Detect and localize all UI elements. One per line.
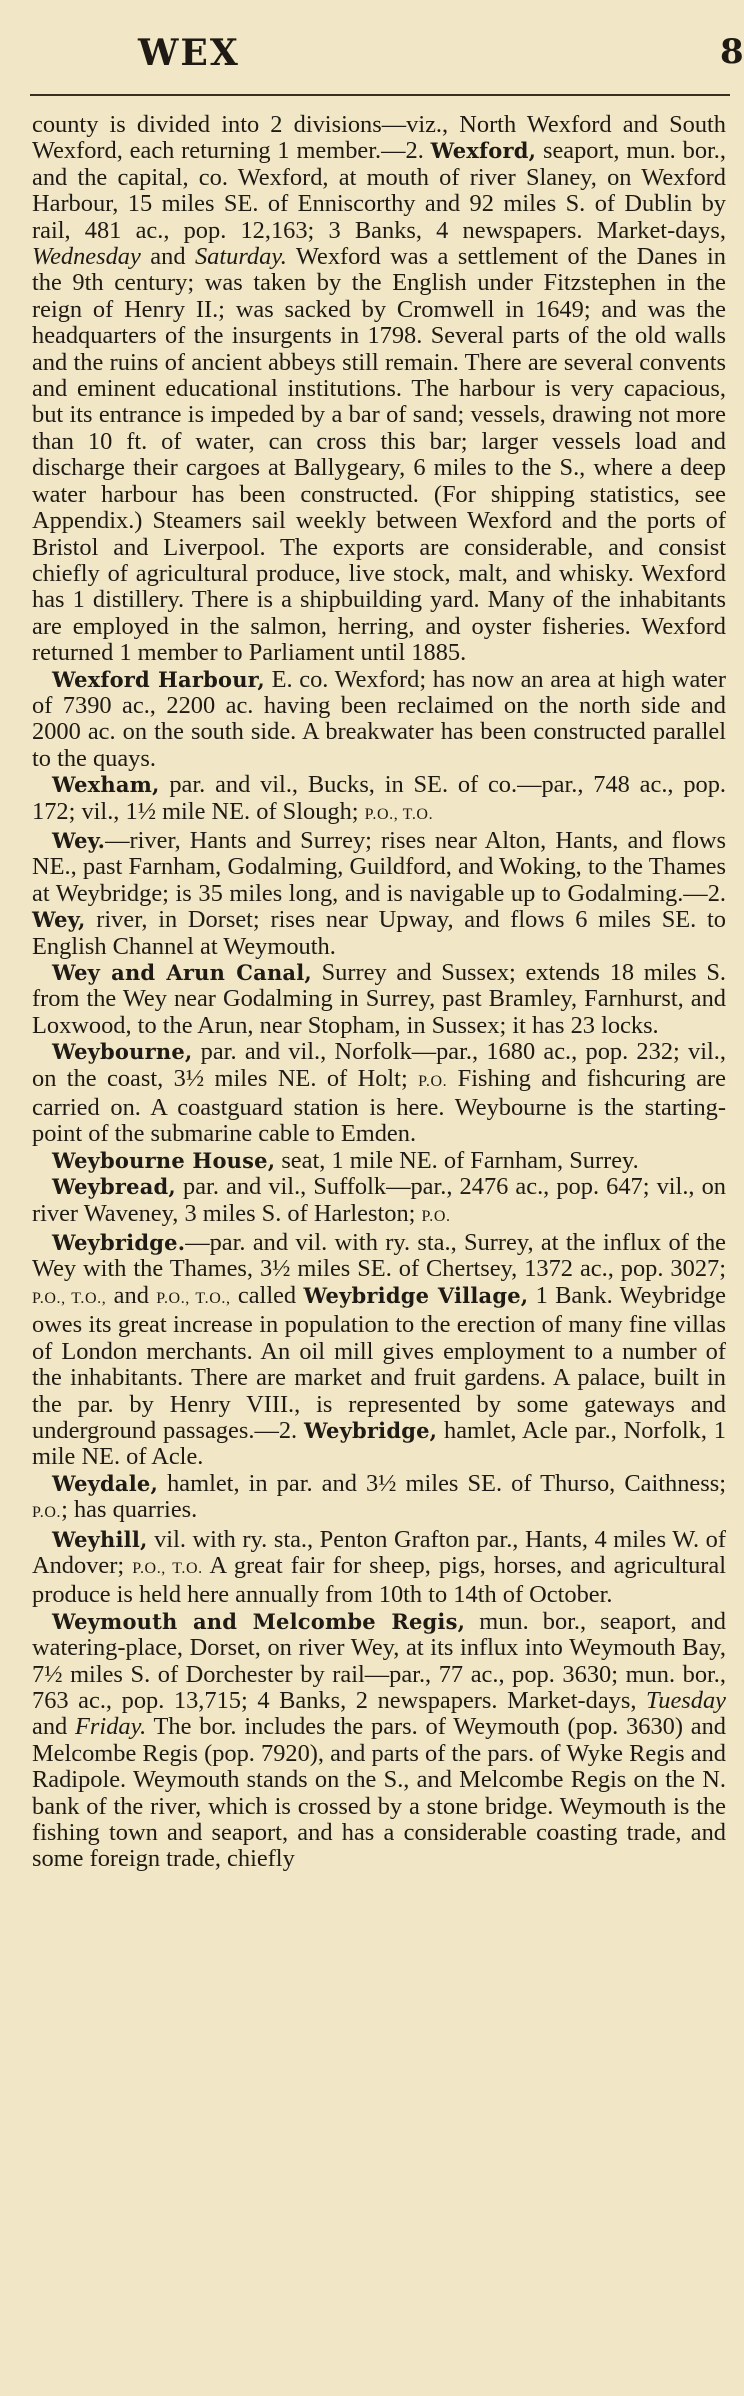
entry-text: seaport, mun. bor., and the capital, co. Wexford, at mouth of river Slaney, on Wexford Harbour, 15 miles SE. of Enniscorthy and 92 miles S. of Dublin by rail, 481 ac., pop. 12,163; 3 Banks, 4 newspapers. Market-days, bbox=[32, 137, 726, 244]
entry-text: hamlet, Acle par., Norfolk, 1 mile NE. of Acle. bbox=[32, 1416, 726, 1471]
entry-text: county is divided into 2 divisions—viz., North Wexford and South Wexford, each returning 1 member.—2. bbox=[32, 111, 726, 165]
entry-headword: Wey and Arun Canal, bbox=[52, 960, 312, 985]
postal-abbreviation: P.O. bbox=[418, 1072, 448, 1090]
gazetteer-text bbox=[32, 112, 726, 1873]
gazetteer-entry bbox=[32, 667, 726, 773]
entry-text: mun. bor., seaport, and watering-place, Dorset, on river Wey, at its influx into Weymouth Bay, 7½ miles S. of Dorchester by rail—par., 77 ac., pop. 3630; mun. bor., 763 ac., pop. 13,715; 4 Banks, 2 newspapers. Market-days, bbox=[32, 1607, 726, 1714]
italic-text: Tuesday bbox=[646, 1686, 726, 1714]
entry-text: 1 Bank. Weybridge owes its great increase in population to the erection of many fine villas of London merchants. An oil mill gives employment to a number of the inhabitants. There are market and fruit gardens. A palace, built in the par. by Henry VIII., is represented by some gateways and underground passages.—2. bbox=[32, 1281, 726, 1444]
header-rule bbox=[30, 94, 730, 96]
gazetteer-entry bbox=[32, 960, 726, 1039]
entry-text: —par. and vil. with ry. sta., Surrey, at the influx of the Wey with the Thames, 3½ miles SE. of Chertsey, 1372 ac., pop. 3027; bbox=[32, 1229, 726, 1283]
entry-text: A great fair for sheep, pigs, horses, and agricultural produce is held here annually from 10th to 14th of October. bbox=[32, 1551, 726, 1609]
entry-text: and bbox=[106, 1281, 157, 1309]
entry-headword: Weybridge Village, bbox=[303, 1282, 529, 1308]
italic-text: Friday. bbox=[75, 1713, 147, 1741]
postal-abbreviation: P.O., T.O. bbox=[364, 805, 434, 823]
entry-text: vil. with ry. sta., Penton Grafton par., Hants, 4 miles W. of Andover; bbox=[32, 1525, 726, 1579]
entry-text: E. co. Wexford; has now an area at high water of 7390 ac., 2200 ac. having been reclaimed on the north side and 2000 ac. on the south side. A breakwater has been constructed parallel to the quays. bbox=[32, 665, 726, 772]
entry-text: and bbox=[140, 243, 195, 271]
entry-headword: Weybourne House, bbox=[52, 1147, 276, 1173]
entry-text: Surrey and Sussex; extends 18 miles S. from the Wey near Godalming in Surrey, past Bramley, Farnhurst, and Loxwood, to the Arun, near Stopham, in Sussex; it has 23 locks. bbox=[32, 959, 727, 1039]
postal-abbreviation: P.O., T.O., bbox=[32, 1289, 107, 1307]
entry-text: seat, 1 mile NE. of Farnham, Surrey. bbox=[275, 1146, 639, 1174]
entry-text: par. and vil., Bucks, in SE. of co.—par., 748 ac., pop. 172; vil., 1½ mile NE. of Slough; bbox=[32, 771, 726, 825]
entry-text: par. and vil., Suffolk—par., 2476 ac., pop. 647; vil., on river Waveney, 3 miles S. of Harleston; bbox=[32, 1173, 726, 1227]
entry-text: called bbox=[230, 1281, 304, 1309]
entry-text: par. and vil., Norfolk—par., 1680 ac., pop. 232; vil., on the coast, 3½ miles NE. of Holt; bbox=[32, 1038, 726, 1092]
gazetteer-entry bbox=[32, 1174, 726, 1230]
italic-text: Saturday. bbox=[194, 243, 287, 271]
gazetteer-entry bbox=[32, 1039, 726, 1148]
entry-text: —river, Hants and Surrey; rises near Alton, Hants, and flows NE., past Farnham, Godalming, Guildford, and Woking, to the Thames at Weybridge; is 35 miles long, and is navigable up to Godalming.—2. bbox=[32, 826, 726, 907]
gazetteer-entry bbox=[32, 772, 726, 828]
page-number: 8 bbox=[720, 32, 744, 72]
page-header bbox=[0, 32, 744, 82]
running-head: WEX bbox=[138, 32, 240, 74]
postal-abbreviation: P.O., T.O., bbox=[156, 1289, 231, 1307]
entry-headword: Wey. bbox=[52, 827, 106, 853]
gazetteer-entry bbox=[32, 1471, 726, 1527]
gazetteer-entry bbox=[32, 828, 726, 960]
postal-abbreviation: P.O., T.O. bbox=[132, 1559, 203, 1577]
entry-headword: Weybread, bbox=[52, 1174, 176, 1200]
entry-text: Wexford was a settlement of the Danes in the 9th century; was taken by the English under Fitzstephen in the reign of Henry II.; was sacked by Cromwell in 1649; and was the headquarters of the insurgents in 1798. Several parts of the old walls and the ruins of ancient abbeys still remain. There are several convents and eminent educational institutions. The harbour is very capacious, but its entrance is impeded by a bar of sand; vessels, drawing not more than 10 ft. of water, can cross this bar; larger vessels load and discharge their cargoes at Ballygeary, 6 miles to the S., where a deep water harbour has been constructed. (For shipping statistics, see Appendix.) Steamers sail weekly between Wexford and the ports of Bristol and Liverpool. The exports are considerable, and consist chiefly of agricultural produce, live stock, malt, and whisky. Wexford has 1 distillery. There is a shipbuilding yard. Many of the inhabitants are employed in the salmon, herring, and oyster fisheries. Wexford returned 1 member to Parliament until 1885. bbox=[32, 243, 726, 667]
entry-text: river, in Dorset; rises near Upway, and flows 6 miles SE. to English Channel at Weymouth. bbox=[32, 906, 726, 960]
entry-text: and bbox=[32, 1713, 76, 1741]
gazetteer-entry bbox=[32, 1148, 726, 1174]
gazetteer-entry bbox=[32, 1527, 726, 1609]
entry-text: The bor. includes the pars. of Weymouth (pop. 3630) and Melcombe Regis (pop. 7920), and parts of the pars. of Wyke Regis and Radipole. Weymouth stands on the S., and Melcombe Regis on the N. bank of the river, which is crossed by a stone bridge. Weymouth is the fishing town and seaport, and has a considerable coasting trade, and some foreign trade, chiefly bbox=[32, 1713, 726, 1873]
entry-headword: Weymouth and Melcombe Regis, bbox=[52, 1608, 466, 1634]
entry-headword: Wexham, bbox=[52, 772, 160, 798]
entry-headword: Weydale, bbox=[52, 1470, 158, 1496]
entry-text: hamlet, in par. and 3½ miles SE. of Thurso, Caithness; bbox=[157, 1469, 726, 1497]
entry-headword: Wey, bbox=[32, 907, 86, 933]
entry-headword: Wexford, bbox=[430, 138, 537, 164]
entry-headword: Weybridge, bbox=[303, 1417, 438, 1443]
entry-text: Fishing and fishcuring are carried on. A coastguard station is here. Weybourne is the starting-point of the submarine cable to Emden. bbox=[32, 1064, 726, 1148]
gazetteer-entry bbox=[32, 1230, 726, 1471]
entry-headword: Weybridge. bbox=[52, 1230, 186, 1256]
entry-text: ; has quarries. bbox=[61, 1496, 198, 1524]
gazetteer-entry bbox=[32, 1609, 726, 1873]
gazetteer-entry bbox=[32, 112, 726, 667]
entry-headword: Weyhill, bbox=[52, 1526, 148, 1552]
postal-abbreviation: P.O. bbox=[32, 1504, 62, 1522]
italic-text: Wednesday bbox=[32, 243, 141, 271]
postal-abbreviation: P.O. bbox=[421, 1207, 451, 1225]
entry-headword: Wexford Harbour, bbox=[52, 666, 265, 692]
entry-headword: Weybourne, bbox=[52, 1039, 193, 1065]
